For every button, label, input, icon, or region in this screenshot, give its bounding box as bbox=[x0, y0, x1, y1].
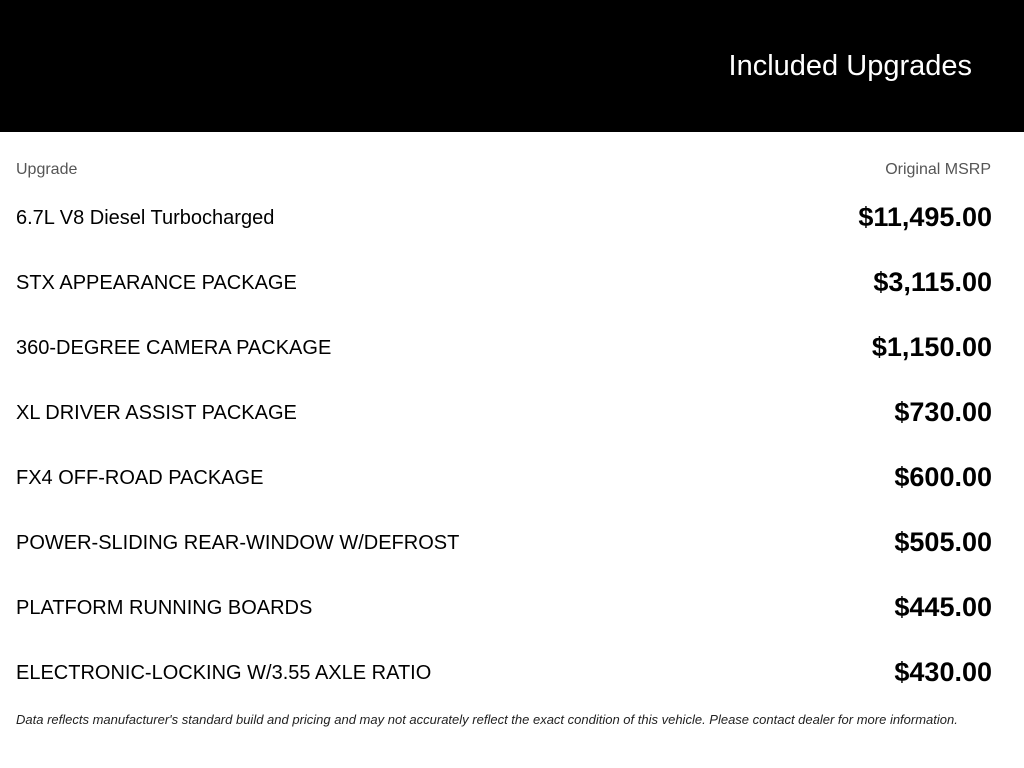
table-row bbox=[16, 458, 992, 523]
table-row bbox=[16, 263, 992, 328]
upgrade-price: $600.00 bbox=[894, 462, 992, 492]
upgrade-name: POWER-SLIDING REAR-WINDOW W/DEFROST bbox=[16, 532, 460, 554]
column-header-upgrade: Upgrade bbox=[16, 161, 78, 178]
table-row bbox=[16, 198, 992, 263]
table-header bbox=[16, 158, 992, 182]
upgrade-name: XL DRIVER ASSIST PACKAGE bbox=[16, 402, 297, 424]
upgrade-name: ELECTRONIC-LOCKING W/3.55 AXLE RATIO bbox=[16, 662, 432, 684]
upgrade-price: $445.00 bbox=[894, 592, 992, 622]
upgrades-table bbox=[16, 158, 992, 687]
upgrade-name: 6.7L V8 Diesel Turbocharged bbox=[16, 207, 275, 229]
upgrade-name: FX4 OFF-ROAD PACKAGE bbox=[16, 467, 264, 489]
table-row bbox=[16, 393, 992, 458]
page-header bbox=[0, 0, 1024, 132]
upgrade-price: $11,495.00 bbox=[858, 202, 992, 232]
upgrade-name: 360-DEGREE CAMERA PACKAGE bbox=[16, 337, 332, 359]
upgrade-name: PLATFORM RUNNING BOARDS bbox=[16, 597, 313, 619]
table-row bbox=[16, 653, 992, 718]
upgrade-price: $730.00 bbox=[894, 397, 992, 427]
page-title: Included Upgrades bbox=[728, 50, 972, 82]
table-body bbox=[16, 198, 992, 718]
table-row bbox=[16, 523, 992, 588]
disclaimer-text: Data reflects manufacturer's standard build and pricing and may not accurately reflect the exact condition of this vehicle. Please contact dealer for more information. bbox=[16, 712, 958, 727]
table-row bbox=[16, 588, 992, 653]
table-row bbox=[16, 328, 992, 393]
upgrade-price: $1,150.00 bbox=[871, 332, 992, 362]
upgrade-name: STX APPEARANCE PACKAGE bbox=[16, 272, 297, 294]
upgrade-price: $3,115.00 bbox=[873, 267, 992, 297]
upgrade-price: $430.00 bbox=[894, 657, 992, 687]
upgrade-price: $505.00 bbox=[894, 527, 992, 557]
column-header-msrp: Original MSRP bbox=[885, 161, 991, 178]
